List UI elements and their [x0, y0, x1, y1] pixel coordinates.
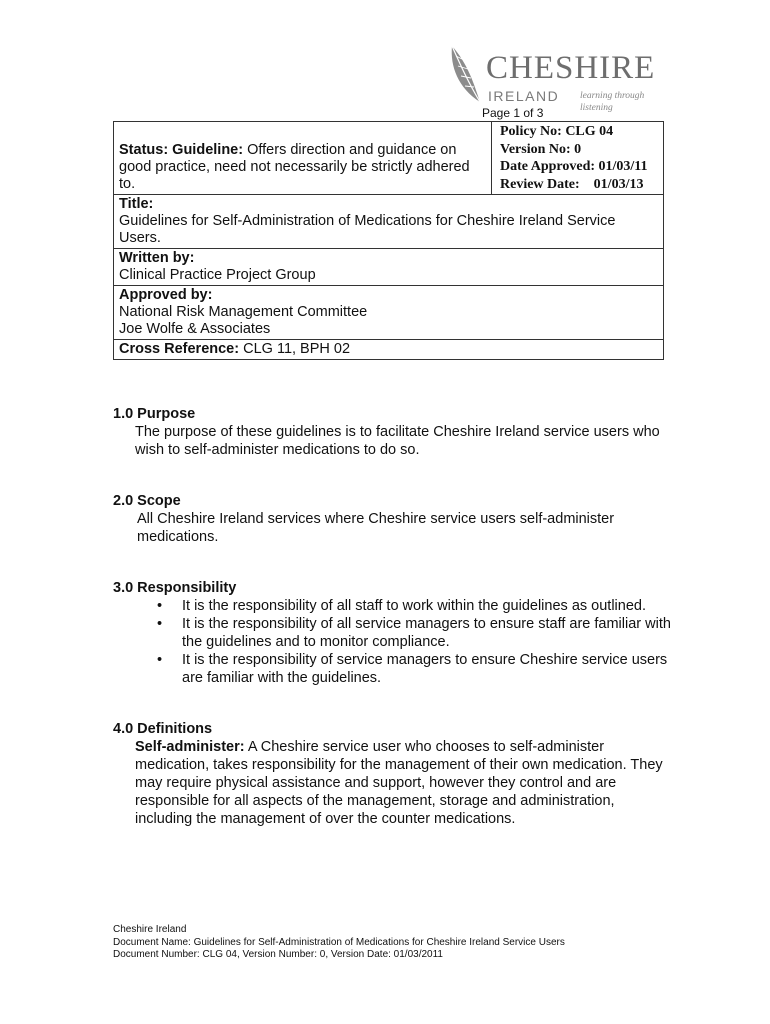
- date-approved: Date Approved: 01/03/11: [500, 159, 648, 174]
- page-footer: [113, 924, 565, 962]
- leaf-icon: [446, 40, 486, 106]
- section-heading: 2.0 Scope: [113, 493, 181, 509]
- bullet-icon: •: [157, 598, 163, 614]
- logo-name: CHESHIRE: [486, 50, 656, 86]
- section-heading: 3.0 Responsibility: [113, 580, 237, 596]
- title-cell: [114, 195, 664, 249]
- written-by-cell: [114, 249, 664, 286]
- page-indicator: Page 1 of 3: [482, 106, 544, 120]
- definition-text: A Cheshire service user who chooses to self-administer medication, takes responsibility for the management of their own medication. They may require physical assistance and support, however they control and are responsible for all aspects of the management, storage and administration, including the management of over the counter medications.: [135, 739, 663, 827]
- cross-reference-cell: [114, 340, 664, 360]
- approved-by-value: National Risk Management Committee: [119, 304, 368, 320]
- logo-tagline: learning through listening: [580, 91, 645, 113]
- section-heading: 4.0 Definitions: [113, 721, 213, 737]
- section-text: The purpose of these guidelines is to facilitate Cheshire Ireland service users who wish to self-administer medications to do so.: [135, 424, 660, 458]
- list-item-text: It is the responsibility of service managers to ensure Cheshire service users are familiar with the guidelines.: [182, 652, 668, 686]
- section-text: [113, 738, 673, 828]
- list-item: [113, 597, 673, 615]
- cross-reference-label: Cross Reference:: [119, 341, 240, 357]
- status-label: Status: Guideline:: [119, 142, 244, 158]
- document-body: [113, 405, 673, 861]
- bullet-icon: •: [157, 652, 163, 668]
- title-value: Guidelines for Self-Administration of Medications for Cheshire Ireland Service Users.: [119, 213, 616, 246]
- footer-document-number: Document Number: CLG 04, Version Number: 0, Version Date: 01/03/2011: [113, 949, 443, 960]
- policy-header-table: [113, 121, 664, 360]
- title-label: Title:: [119, 196, 154, 212]
- logo-subname: IRELAND: [488, 88, 560, 104]
- definitions-section: [113, 720, 673, 828]
- purpose-section: [113, 405, 673, 459]
- policy-info-cell: [492, 122, 664, 195]
- responsibility-list: [113, 597, 673, 687]
- cross-reference-value: CLG 11, BPH 02: [239, 341, 351, 357]
- footer-org: Cheshire Ireland: [113, 924, 187, 935]
- definition-term: Self-administer:: [135, 739, 245, 755]
- status-cell: [114, 122, 492, 195]
- bullet-icon: •: [157, 616, 163, 632]
- scope-section: [113, 492, 673, 546]
- list-item-text: It is the responsibility of all service managers to ensure staff are familiar with the guidelines and to monitor compliance.: [182, 616, 671, 650]
- section-text: All Cheshire Ireland services where Cheshire service users self-administer medications.: [137, 511, 615, 545]
- approved-by-cell: [114, 286, 664, 340]
- status-text: Offers direction and guidance on good practice, need not necessarily be strictly adhered to.: [119, 142, 470, 192]
- approved-by-label: Approved by:: [119, 287, 213, 303]
- policy-number: Policy No: CLG 04: [500, 124, 614, 139]
- written-by-value: Clinical Practice Project Group: [119, 267, 316, 283]
- version-number: Version No: 0: [500, 141, 582, 157]
- responsibility-section: [113, 579, 673, 687]
- written-by-label: Written by:: [119, 250, 195, 266]
- list-item-text: It is the responsibility of all staff to work within the guidelines as outlined.: [182, 598, 646, 614]
- approved-by-value: Joe Wolfe & Associates: [119, 321, 271, 337]
- footer-document-name: Document Name: Guidelines for Self-Administration of Medications for Cheshire Ireland Service Users: [113, 936, 565, 948]
- list-item: [113, 651, 673, 687]
- list-item: [113, 615, 673, 651]
- section-heading: 1.0 Purpose: [113, 406, 196, 422]
- review-date: Review Date: 01/03/13: [500, 176, 644, 192]
